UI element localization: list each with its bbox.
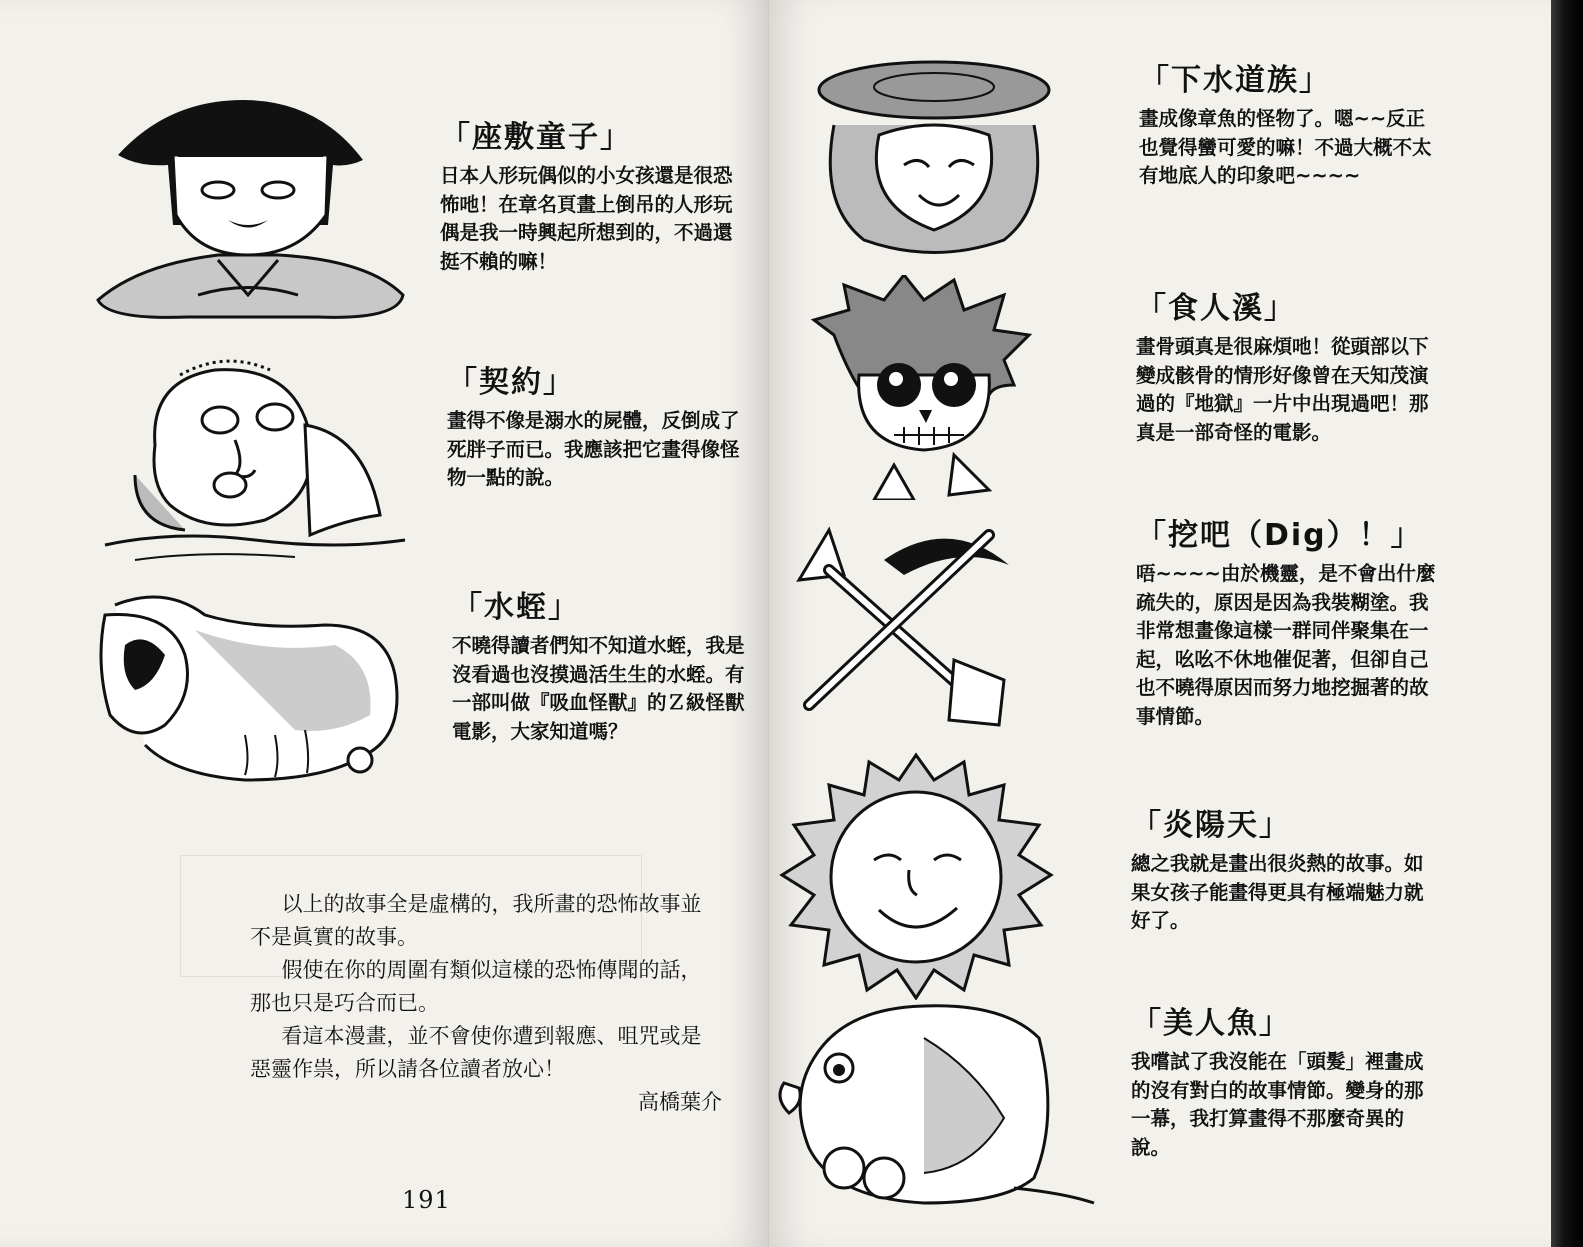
author-signature: 高橋葉介 [638, 1090, 722, 1114]
entry-title: 「下水道族」 [1139, 63, 1331, 98]
shovel-pickaxe-illustration [789, 520, 1039, 745]
entry-title: 「座敷童子」 [440, 120, 632, 155]
afterword [250, 888, 722, 1119]
zashiki-warashi-illustration [78, 95, 408, 325]
entry-suishitsu [452, 582, 752, 746]
sewer-monster-illustration [804, 55, 1064, 265]
entry-keiyaku [447, 357, 747, 493]
entry-body: 不曉得讀者們知不知道水蛭，我是沒看過也沒摸過活生生的水蛭。有一部叫做『吸血怪獸』的Ｚ級怪獸電影，大家知道嗎？ [452, 634, 745, 743]
entry-title: 「契約」 [447, 365, 575, 400]
mermaid-fish-illustration [774, 998, 1099, 1213]
left-page [0, 0, 769, 1247]
entry-ningyo [1131, 998, 1431, 1162]
entry-title: 「挖吧（Dig）！」 [1136, 518, 1423, 553]
entry-title: 「食人溪」 [1136, 291, 1296, 326]
entry-shokujin-kei [1136, 283, 1436, 447]
entry-body: 唔~~~~由於機靈，是不會出什麼疏失的，原因是因為我裝糊塗。我非常想畫像這樣一群同伴聚集在一起，吆吆不休地催促著，但卻自己也不曉得原因而努力地挖掘著的故事情節。 [1136, 562, 1436, 728]
book-page-edge [1551, 0, 1583, 1247]
entry-body: 畫骨頭真是很麻煩吔！從頭部以下變成骸骨的情形好像曾在天知茂演過的『地獄』一片中出現過吧！那真是一部奇怪的電影。 [1136, 335, 1429, 444]
drowned-man-illustration [95, 345, 415, 570]
entry-gesuidou-zoku [1139, 55, 1439, 191]
right-page [769, 0, 1551, 1247]
afterword-paragraph: 假使在你的周圍有類似這樣的恐怖傳聞的話，那也只是巧合而已。 [250, 958, 702, 1015]
entry-title: 「美人魚」 [1131, 1006, 1291, 1041]
page-number: 191 [402, 1186, 451, 1214]
sun-face-illustration [779, 750, 1054, 1000]
entry-body: 畫得不像是溺水的屍體，反倒成了死胖子而已。我應該把它畫得像怪物一點的說。 [447, 409, 740, 489]
entry-title: 「水蛭」 [452, 590, 580, 625]
entry-body: 我嚐試了我沒能在「頭髮」裡畫成的沒有對白的故事情節。變身的那一幕，我打算畫得不那麼奇異的說。 [1131, 1050, 1424, 1159]
entry-title: 「炎陽天」 [1131, 808, 1291, 843]
leech-illustration [95, 585, 405, 795]
afterword-paragraph: 看這本漫畫，並不會使你遭到報應、咀咒或是惡靈作祟，所以請各位讀者放心！ [250, 1024, 702, 1081]
entry-horeyo-dig [1136, 510, 1446, 731]
afterword-paragraph: 以上的故事全是虛構的，我所畫的恐怖故事並不是眞實的故事。 [250, 892, 702, 949]
entry-body: 日本人形玩偶似的小女孩還是很恐怖吔！在章名頁畫上倒吊的人形玩偶是我一時興起所想到的，不過還挺不賴的嘛！ [440, 164, 733, 273]
entry-body: 畫成像章魚的怪物了。嗯~~反正也覺得蠻可愛的嘛！不過大概不太有地底人的印象吧~~~~ [1139, 107, 1432, 187]
entry-enyouten [1131, 800, 1431, 936]
skull-illustration [804, 275, 1044, 500]
entry-body: 總之我就是畫出很炎熱的故事。如果女孩子能畫得更具有極端魅力就好了。 [1131, 852, 1424, 932]
entry-zashiki-warashi [440, 112, 740, 276]
